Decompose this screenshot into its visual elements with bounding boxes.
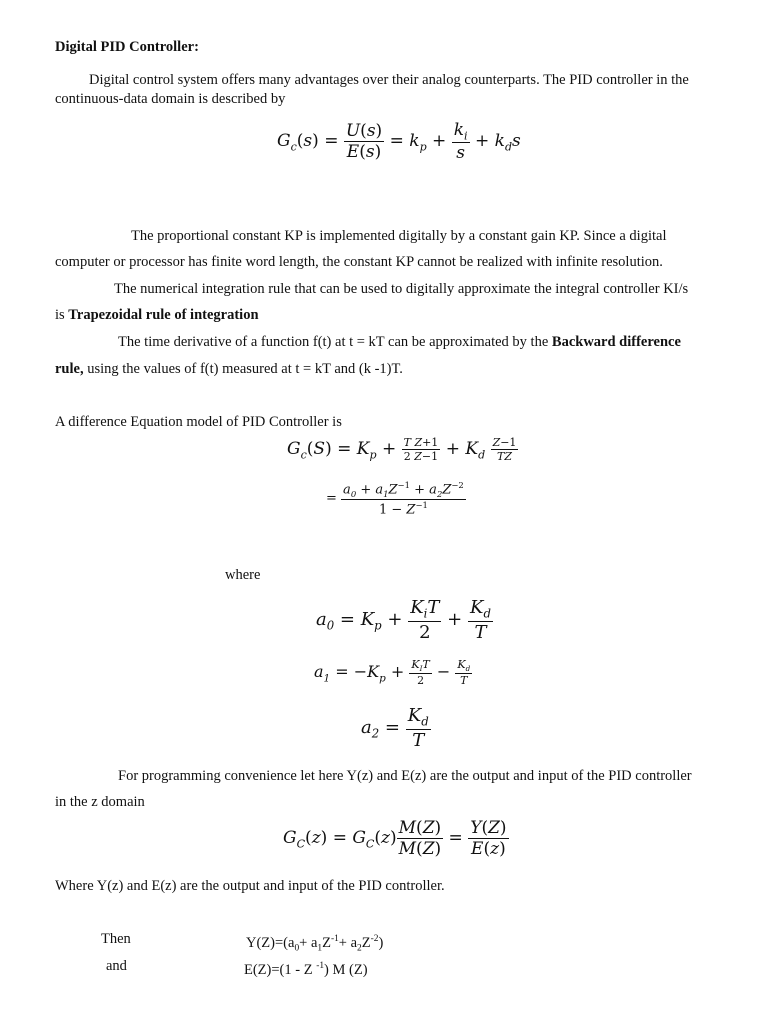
where-yz-line: Where Y(z) and E(z) are the output and input of the PID controller. <box>55 878 445 894</box>
integ-line-1: The numerical integration rule that can be used to digitally approximate the integral controller KI/s <box>114 281 689 297</box>
prog-line-2: in the z domain <box>55 794 145 810</box>
equation-a1: $a_1 = -K_p$ + $\frac{K_IT}{2}$ − $\frac{K_d}{T}$ <box>314 658 471 688</box>
equation-continuous-pid: $G_c(s)$ = $\frac{U(s)}{E(s)}$ = $k_p$ + $\frac{k_i}{s}$ + $k_ds$ <box>277 120 521 164</box>
prop-line-1: The proportional constant KP is implemented digitally by a constant gain KP. Since a digital <box>131 228 667 244</box>
where-label: where <box>225 567 261 583</box>
then-label: Then <box>101 931 131 947</box>
trapezoidal-rule: Trapezoidal rule of integration <box>68 307 259 323</box>
equation-gc-s: $G_c(S) = K_p$ + $\frac{\text{T Z+1}}{2 Z-1}$ + $K_d$ $\frac{Z-1}{TZ}$ <box>287 436 517 463</box>
equation-a2: $a_2$ = $\frac{K_d}{T}$ <box>361 705 429 751</box>
intro-line-1: Digital control system offers many advantages over their analog counterparts. The PID controller in the <box>89 72 689 88</box>
equation-e-z: E(Z)=(1 - Z $^{-1}$) M (Z) <box>244 961 368 978</box>
equation-gc-z: $G_C(z) = G_C(z)$ $\frac{M(Z)}{M(Z)}$ = $\frac{Y(Z)}{E(z)}$ <box>283 818 507 859</box>
deriv-text-2: using the values of f(t) measured at t = kT and (k -1)T. <box>87 361 403 377</box>
equation-a-coefficients: = $\frac{a_0 + a_1Z^{-1} + a_2Z^{-2}}{1 - Z^{-1}}$ <box>326 480 464 518</box>
deriv-line-2 <box>55 359 403 379</box>
and-label: and <box>106 958 127 974</box>
integ-line-2 <box>55 305 259 325</box>
diff-eq-intro: A difference Equation model of PID Controller is <box>55 414 342 430</box>
intro-line-2: continuous-data domain is described by <box>55 91 286 107</box>
prop-line-2: computer or processor has finite word length, the constant KP cannot be realized with infinite resolution. <box>55 254 663 270</box>
section-heading: Digital PID Controller: <box>55 39 199 55</box>
integ-prefix: is <box>55 307 65 323</box>
equation-y-z: $Y(Z)=(a_0+ a_1Z^{-1}+ a_2Z^{-2})$ <box>246 934 384 954</box>
rule-bold: rule, <box>55 361 84 377</box>
deriv-text: The time derivative of a function f(t) at t = kT can be approximated by the <box>118 334 549 350</box>
equation-a0: $a_0 = K_p$ + $\frac{K_iT}{2}$ + $\frac{K_d}{T}$ <box>316 597 491 643</box>
prog-line-1: For programming convenience let here Y(z) and E(z) are the output and input of the PID controller <box>118 768 692 784</box>
backward-difference: Backward difference <box>551 334 681 350</box>
deriv-line-1 <box>118 332 681 352</box>
